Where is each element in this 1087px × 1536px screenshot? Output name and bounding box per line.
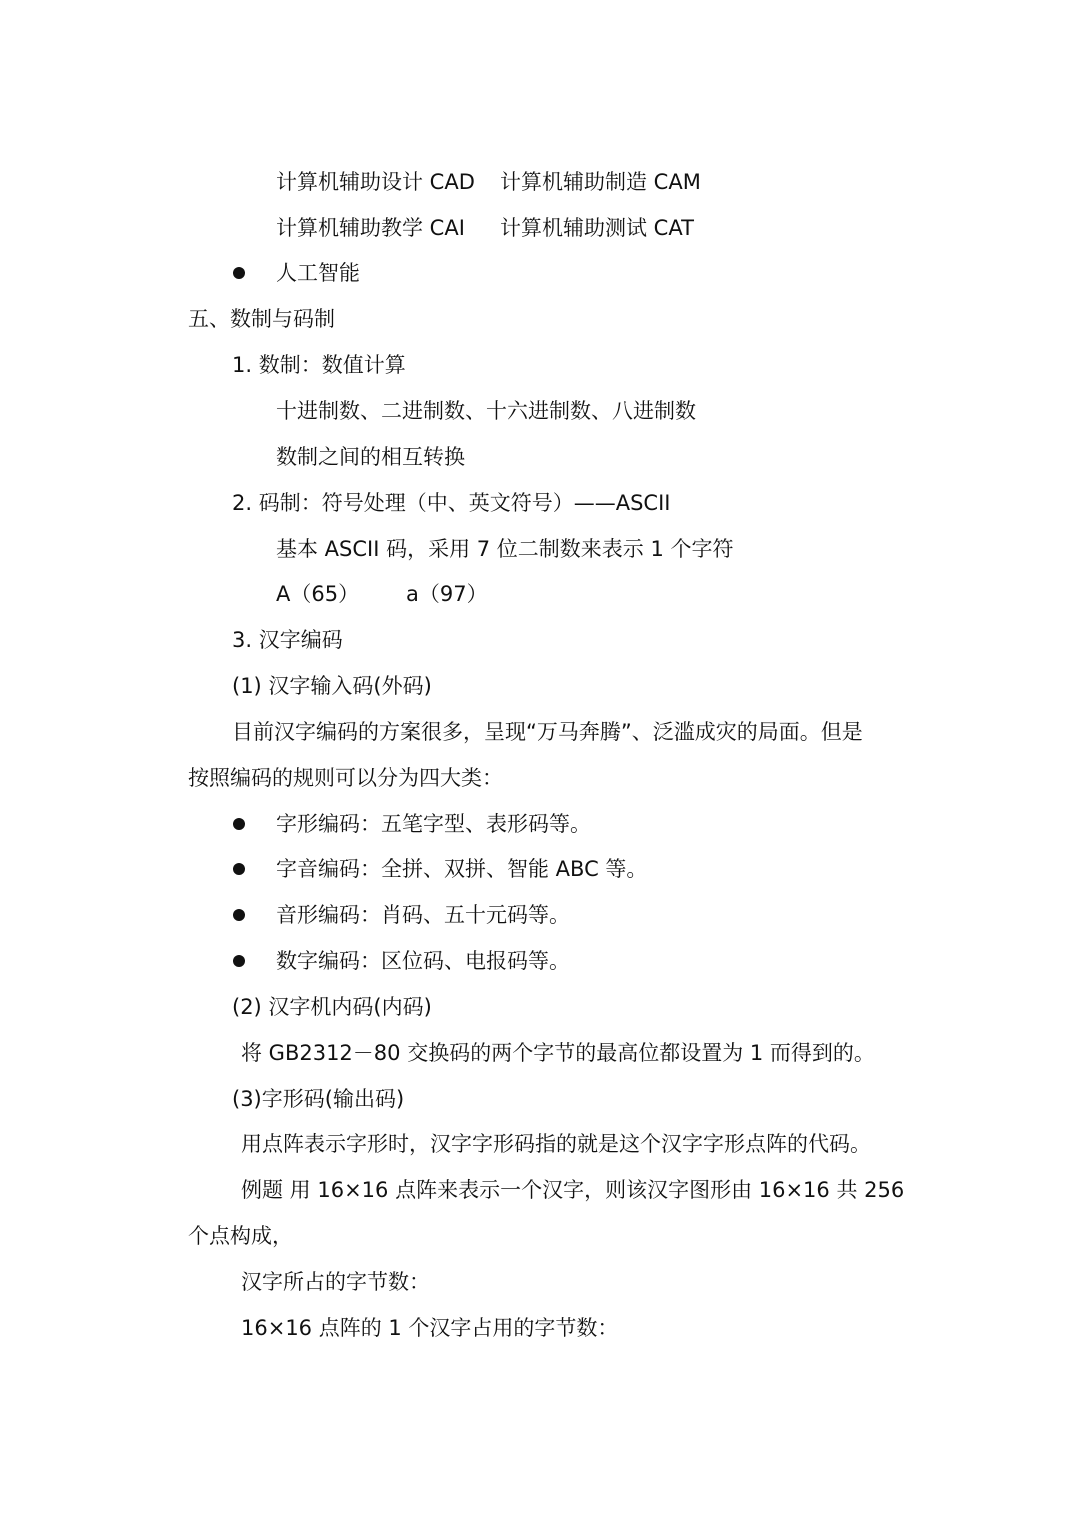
- example-line-1: 例题 用 16×16 点阵来表示一个汉字，则该汉字图形由 16×16 共 256: [241, 1178, 905, 1202]
- item-1-text-a: 十进制数、二进制数、十六进制数、八进制数: [276, 399, 696, 423]
- paragraph-2: 将 GB2312－80 交换码的两个字节的最高位都设置为 1 而得到的。: [241, 1041, 875, 1065]
- line-cat: 计算机辅助测试 CAT: [500, 216, 694, 240]
- bytes-question: 汉字所占的字节数：: [241, 1270, 430, 1294]
- line-cad: 计算机辅助设计 CAD: [276, 170, 475, 194]
- paragraph-1-line-2: 按照编码的规则可以分为四大类：: [188, 766, 503, 790]
- line-cam: 计算机辅助制造 CAM: [500, 170, 701, 194]
- bullet-item-4: 数字编码：区位码、电报码等。: [276, 949, 570, 973]
- sub-heading-1: (1) 汉字输入码(外码): [232, 674, 432, 698]
- bullet-item-2: 字音编码：全拼、双拼、智能 ABC 等。: [276, 857, 648, 881]
- sub-heading-3: (3)字形码(输出码): [232, 1087, 405, 1111]
- bytes-16x16: 16×16 点阵的 1 个汉字占用的字节数：: [241, 1316, 619, 1340]
- bullet-item-1: 字形编码：五笔字型、表形码等。: [276, 812, 591, 836]
- item-2-heading: 2. 码制：符号处理（中、英文符号）——ASCII: [232, 491, 671, 515]
- ascii-example-lower: a（97）: [406, 582, 488, 606]
- bullet-icon: [233, 909, 245, 921]
- bullet-icon: [233, 955, 245, 967]
- line-ai: 人工智能: [276, 261, 360, 285]
- bullet-item-3: 音形编码：肖码、五十元码等。: [276, 903, 570, 927]
- line-cai: 计算机辅助教学 CAI: [276, 216, 465, 240]
- item-1-text-b: 数制之间的相互转换: [276, 445, 465, 469]
- ascii-example-upper: A（65）: [276, 582, 360, 606]
- bullet-icon: [233, 863, 245, 875]
- bullet-icon: [233, 818, 245, 830]
- example-line-2: 个点构成，: [188, 1224, 293, 1248]
- paragraph-1-line-1: 目前汉字编码的方案很多，呈现“万马奔腾”、泛滥成灾的局面。但是: [232, 720, 863, 744]
- item-1-heading: 1. 数制：数值计算: [232, 353, 406, 377]
- paragraph-3: 用点阵表示字形时，汉字字形码指的就是这个汉字字形点阵的代码。: [241, 1132, 871, 1156]
- sub-heading-2: (2) 汉字机内码(内码): [232, 995, 432, 1019]
- section-heading-5: 五、数制与码制: [188, 307, 335, 331]
- item-2-text-a: 基本 ASCII 码，采用 7 位二制数来表示 1 个字符: [276, 537, 734, 561]
- item-3-heading: 3. 汉字编码: [232, 628, 343, 652]
- bullet-icon: [233, 267, 245, 279]
